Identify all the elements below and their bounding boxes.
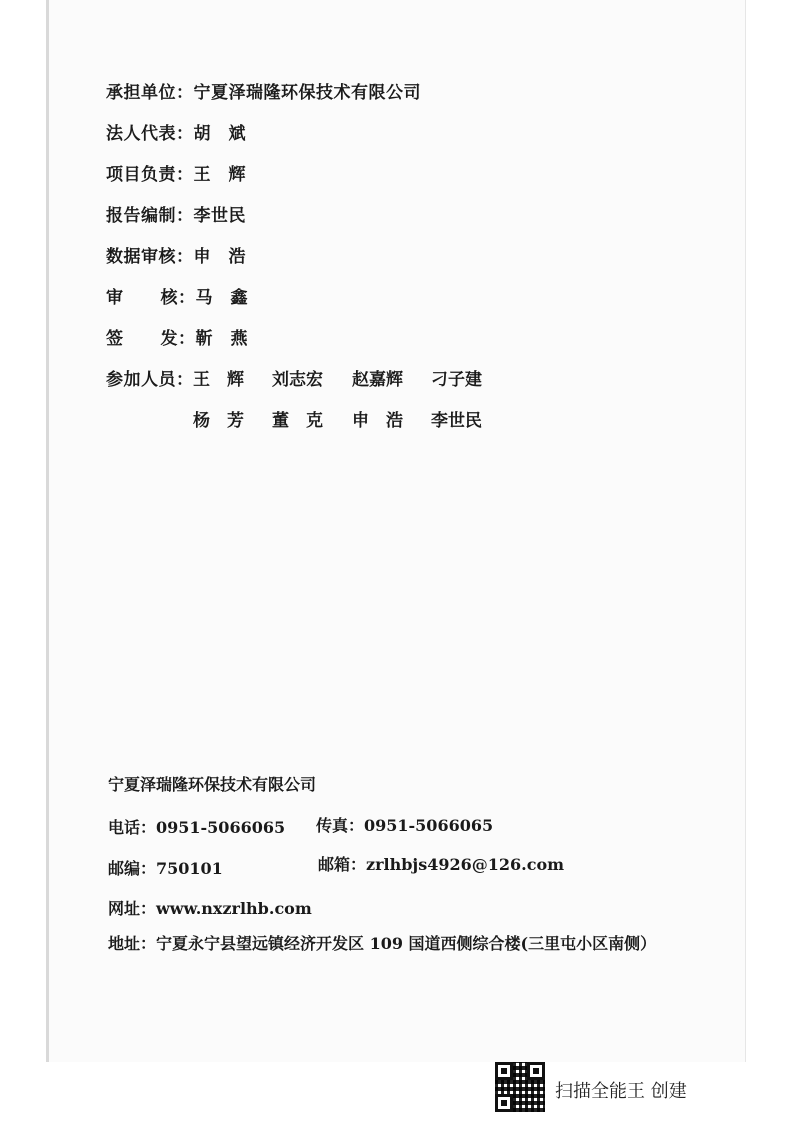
participant-name: 王 辉 [193, 370, 244, 390]
undertaking-unit-label: 承担单位 [106, 83, 176, 103]
colon: ： [176, 165, 194, 185]
legal-rep-label: 法人代表 [106, 124, 176, 144]
scanner-watermark-text: 扫描全能王 创建 [555, 1081, 687, 1102]
legal-rep-value: 胡 斌 [193, 124, 246, 144]
participant-name: 赵嘉辉 [352, 370, 403, 390]
phone-number: 电话：0951-5066065 [108, 818, 286, 837]
participant-name: 刁子建 [431, 370, 482, 390]
colon: ： [176, 206, 194, 226]
participant-name: 董 克 [272, 411, 323, 431]
participants-label: 参加人员 [106, 370, 176, 390]
participant-name: 申 浩 [352, 411, 403, 431]
reviewer-label: 审核 [106, 288, 178, 308]
company-name: 宁夏泽瑞隆环保技术有限公司 [108, 775, 317, 794]
undertaking-unit-line [106, 78, 421, 103]
participant-name: 刘志宏 [272, 370, 323, 390]
data-review-line [106, 242, 246, 267]
report-author-line [106, 201, 246, 226]
legal-rep-line [106, 119, 246, 144]
colon: ： [176, 370, 194, 390]
postcode: 邮编：750101 [108, 859, 223, 878]
report-author-value: 李世民 [193, 206, 246, 226]
fax-number: 传真：0951-5066065 [316, 816, 494, 835]
colon: ： [176, 247, 194, 267]
participant-name: 李世民 [431, 411, 482, 431]
data-review-value: 申 浩 [193, 247, 246, 267]
report-author-label: 报告编制 [106, 206, 176, 226]
reviewer-line [106, 283, 248, 308]
qr-code-icon [495, 1062, 545, 1112]
address: 地址：宁夏永宁县望远镇经济开发区 109 国道西侧综合楼(三里屯小区南侧） [108, 934, 657, 953]
colon: ： [176, 83, 194, 103]
project-lead-line [106, 160, 246, 185]
project-lead-value: 王 辉 [193, 165, 246, 185]
participant-name: 杨 芳 [193, 411, 244, 431]
colon: ： [178, 329, 196, 349]
issuer-line [106, 324, 248, 349]
issuer-value: 靳 燕 [195, 329, 248, 349]
issuer-label: 签发 [106, 329, 178, 349]
participants-line [106, 365, 194, 390]
colon: ： [178, 288, 196, 308]
undertaking-unit-value: 宁夏泽瑞隆环保技术有限公司 [193, 83, 421, 103]
reviewer-value: 马 鑫 [195, 288, 248, 308]
colon: ： [176, 124, 194, 144]
data-review-label: 数据审核 [106, 247, 176, 267]
project-lead-label: 项目负责 [106, 165, 176, 185]
email-address: 邮箱：zrlhbjs4926@126.com [318, 855, 565, 874]
website: 网址：www.nxzrlhb.com [108, 899, 312, 918]
